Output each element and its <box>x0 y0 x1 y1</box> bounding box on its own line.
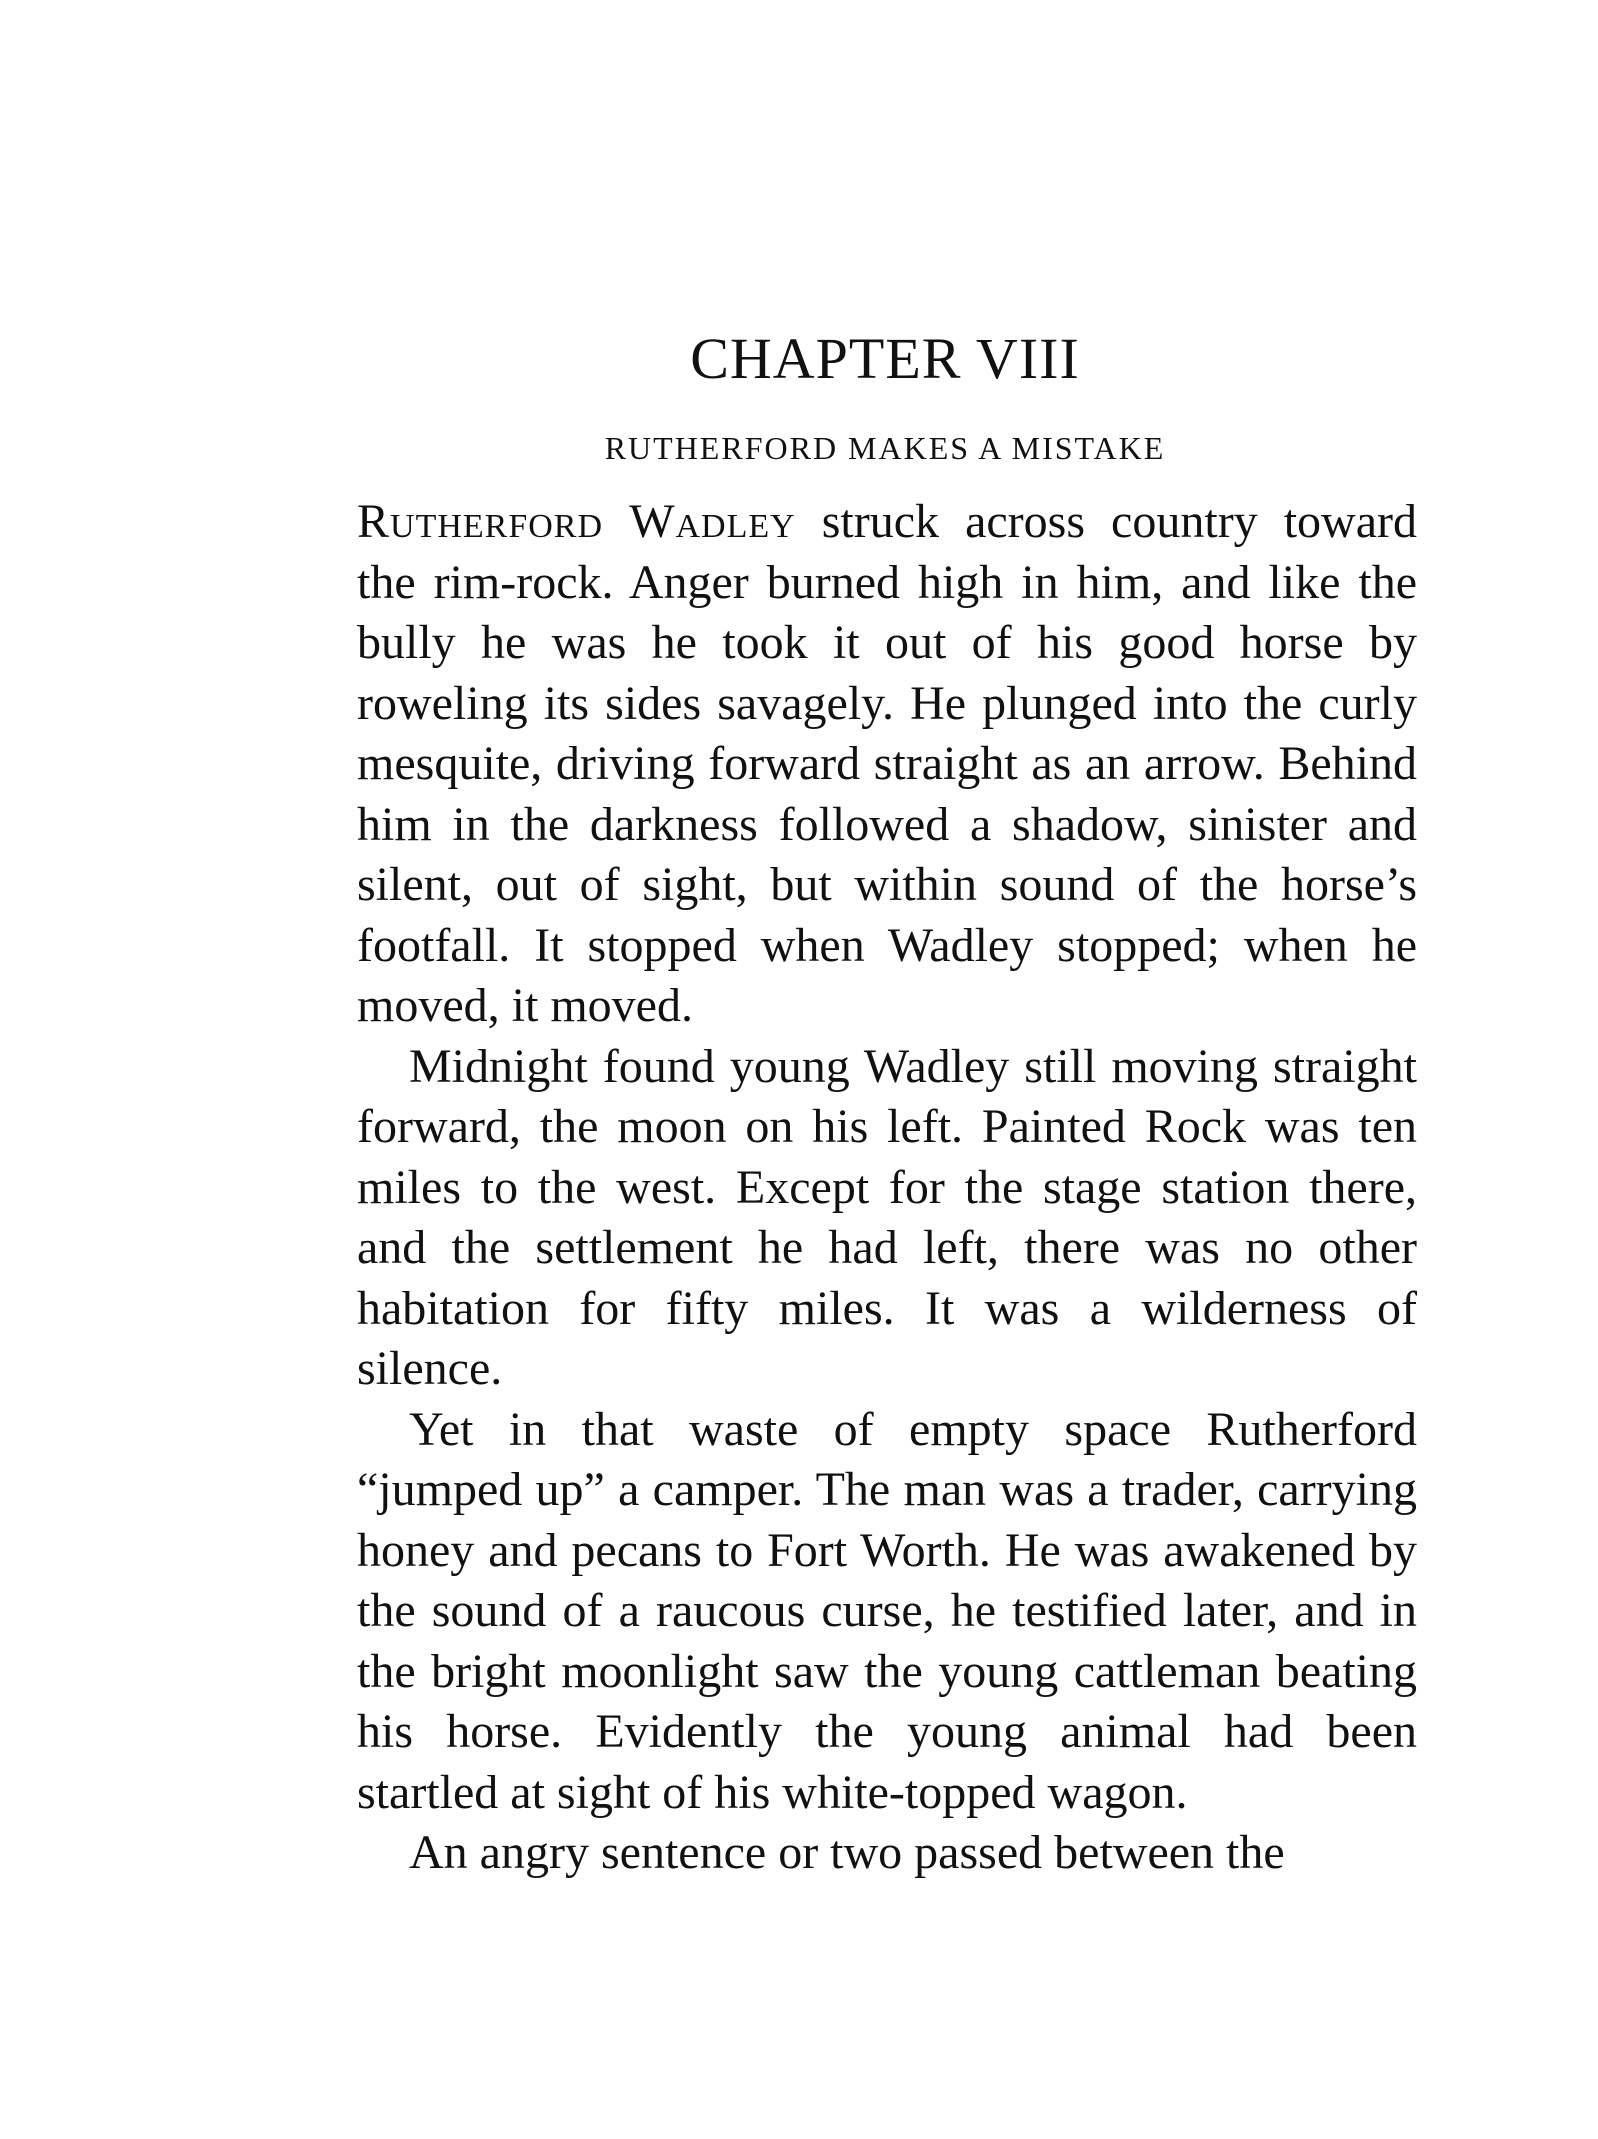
paragraph-3: Yet in that waste of empty space Rutherford “jumped up” a camper. The man was a trader, carrying honey and pecans to Fort Worth. He was awakened by the sound of a raucous curse, he testified later, and in the bright moonlight saw the young cattleman beating his horse. Evidently the young animal had been startled at sight of his white-topped wagon. <box>357 1402 1417 1819</box>
chapter-title: CHAPTER VIII <box>690 326 1080 391</box>
paragraph-text: struck across country toward the rim-rock. Anger burned high in him, and like the bully he was he took it out of his good horse by roweling its sides savagely. He plunged into the curly mesquite, driving forward straight as an arrow. Behind him in the darkness followed a shadow, sinister and silent, out of sight, but within sound of the horse’s footfall. It stopped when Wadley stopped; when he moved, it moved. <box>357 495 1417 1032</box>
paragraph-2: Midnight found young Wadley still moving straight forward, the moon on his left. Painted Rock was ten miles to the west. Except for the stage station there, and the settlement he had left, there was no other habitation for fifty miles. It was a wilderness of silence. <box>357 1039 1417 1395</box>
chapter-body <box>357 492 1417 1884</box>
paragraph-4: An angry sentence or two passed between the <box>409 1826 1285 1879</box>
chapter-subtitle: RUTHERFORD MAKES A MISTAKE <box>604 430 1166 466</box>
paragraph-1 <box>357 492 1417 1037</box>
paragraph-lead-words: Rutherford Wadley <box>357 495 796 548</box>
